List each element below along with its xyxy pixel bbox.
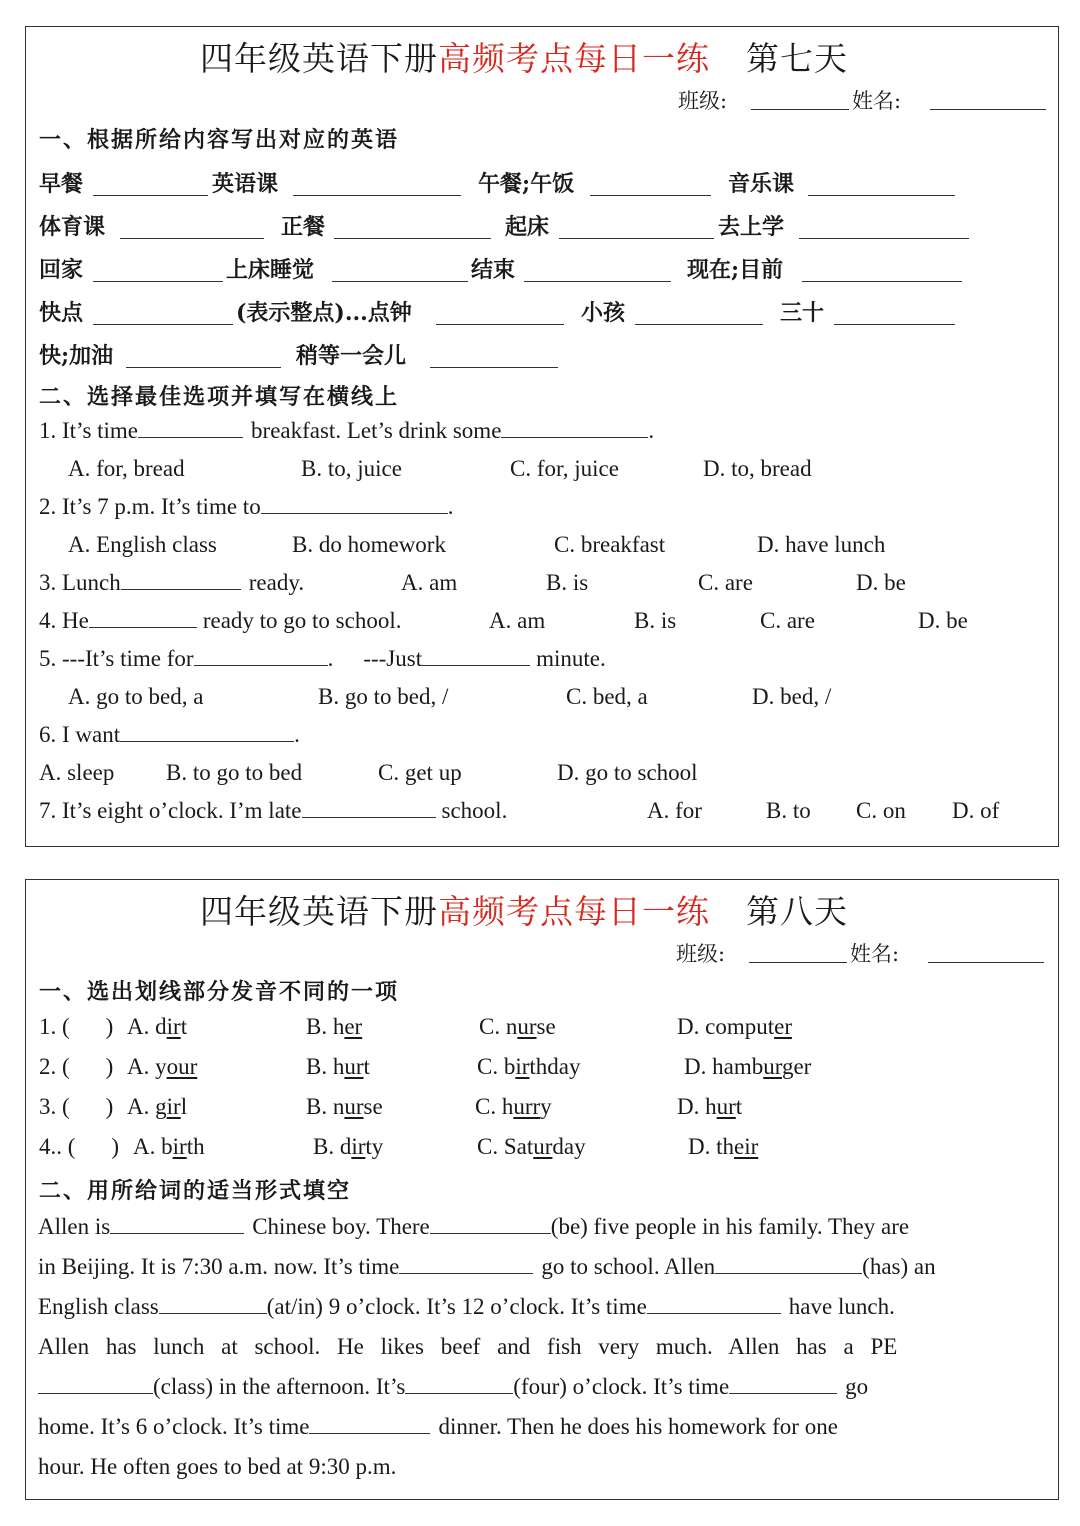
passage-blank[interactable] [159,1312,267,1314]
phonics-number[interactable]: 4.. ( ) [39,1134,120,1159]
q1-text-a: 1. It’s time [39,418,139,443]
q3-option-b[interactable]: B. is [546,570,589,595]
section2-title: 二、选择最佳选项并填写在横线上 [39,384,400,410]
passage-line: home. It’s 6 o’clock. It’s time dinner. Then he does his homework for one [38,1414,838,1439]
phonics-option-d[interactable]: D. their [688,1134,759,1159]
q5-blank-2[interactable] [422,664,530,666]
q1-option-b[interactable]: B. to, juice [301,456,402,481]
section1-title: 一、选出划线部分发音不同的一项 [39,979,400,1005]
title-red: 高频考点每日一练 [438,39,710,78]
word-label: 快点 [39,300,84,326]
q7-option-c[interactable]: C. on [856,798,906,823]
q7-option-a[interactable]: A. for [647,798,702,823]
answer-blank[interactable] [120,238,264,239]
phonics-option-c[interactable]: C. nurse [479,1014,556,1039]
word-label: 午餐;午饭 [478,171,575,197]
word-label: 英语课 [212,171,279,197]
answer-blank[interactable] [93,281,223,282]
answer-blank[interactable] [332,281,468,282]
q6-option-d[interactable]: D. go to school [557,760,698,785]
question-2 [39,494,453,520]
answer-blank[interactable] [334,238,491,239]
q2-text-b: . [447,494,454,519]
word-label: 小孩 [581,300,626,326]
q5-text-c: ---Just [363,646,423,671]
phonics-number[interactable]: 2. ( ) [39,1054,114,1079]
class-field[interactable] [749,962,847,963]
class-field[interactable] [751,109,849,110]
word-label: 早餐 [39,171,84,197]
title-prefix: 四年级英语下册 [200,39,438,78]
q3-blank[interactable] [121,588,241,590]
q2-text-a: 2. It’s 7 p.m. It’s time to [39,494,261,519]
q1-option-a[interactable]: A. for, bread [68,456,185,481]
passage-line: English class (at/in) 9 o’clock. It’s 12 o’clock. It’s time have lunch. [38,1294,895,1319]
q3-option-a[interactable]: A. am [401,570,458,595]
passage-blank[interactable] [430,1232,551,1234]
answer-blank[interactable] [799,238,969,239]
q7-text-b: school. [441,798,508,823]
answer-blank[interactable] [524,281,671,282]
q4-option-d[interactable]: D. be [918,608,968,633]
phonics-option-d[interactable]: D. hamburger [684,1054,812,1079]
section2-title: 二、用所给词的适当形式填空 [39,1178,352,1204]
phonics-option-a[interactable]: A. birth [133,1134,205,1159]
q5-text-a: 5. ---It’s time for [39,646,194,671]
passage-line: in Beijing. It is 7:30 a.m. now. It’s time go to school. Allen (has) an [38,1254,936,1279]
q4-option-a[interactable]: A. am [489,608,546,633]
answer-blank[interactable] [590,195,711,196]
q1-text-b: breakfast. Let’s drink some [251,418,502,443]
word-label: 回家 [39,257,84,283]
q3-text-a: 3. Lunch [39,570,121,595]
class-label: 班级: [678,89,728,113]
q2-option-b[interactable]: B. do homework [292,532,446,557]
worksheet-title [200,886,848,933]
name-label: 姓名: [850,942,900,966]
q6-option-c[interactable]: C. get up [378,760,462,785]
question-4 [39,608,401,634]
question-6 [39,722,300,748]
phonics-option-b[interactable]: B. dirty [313,1134,384,1159]
answer-blank[interactable] [635,324,763,325]
q3-option-c[interactable]: C. are [698,570,753,595]
phonics-option-a[interactable]: A. your [127,1054,198,1079]
answer-blank[interactable] [436,324,564,325]
q1-option-d[interactable]: D. to, bread [703,456,812,481]
name-field[interactable] [928,962,1044,963]
title-day: 第八天 [746,892,848,931]
phonics-option-a[interactable]: A. girl [127,1094,188,1119]
q2-option-d[interactable]: D. have lunch [757,532,886,557]
phonics-option-a[interactable]: A. dirt [127,1014,188,1039]
phonics-option-b[interactable]: B. nurse [306,1094,383,1119]
phonics-number[interactable]: 1. ( ) [39,1014,114,1039]
phonics-option-b[interactable]: B. hurt [306,1054,370,1079]
phonics-option-c[interactable]: C. birthday [477,1054,581,1079]
q2-blank[interactable] [261,512,448,514]
question-1 [39,418,654,444]
q5-option-a[interactable]: A. go to bed, a [68,684,204,709]
word-label: 上床睡觉 [226,257,315,283]
q5-option-d[interactable]: D. bed, / [752,684,832,709]
title-red: 高频考点每日一练 [438,892,710,931]
q5-option-b[interactable]: B. go to bed, / [318,684,449,709]
passage-blank[interactable] [399,1272,533,1274]
q4-text-b: ready to go to school. [202,608,402,633]
q4-option-b[interactable]: B. is [634,608,677,633]
phonics-option-c[interactable]: C. hurry [475,1094,552,1119]
name-label: 姓名: [852,89,902,113]
word-label: 音乐课 [728,171,795,197]
q5-option-c[interactable]: C. bed, a [566,684,648,709]
q3-text-b: ready. [248,570,305,595]
answer-blank[interactable] [834,324,955,325]
q6-text-a: 6. I want [39,722,121,747]
q7-option-b[interactable]: B. to [766,798,811,823]
q5-text-b: . [327,646,334,671]
q1-blank-1[interactable] [138,436,243,438]
answer-blank[interactable] [559,238,714,239]
passage-blank[interactable] [38,1392,153,1394]
q5-blank-1[interactable] [194,664,328,666]
passage-blank[interactable] [110,1232,244,1234]
phonics-number[interactable]: 3. ( ) [39,1094,114,1119]
worksheet-day7 [25,26,1059,847]
word-label: 体育课 [39,214,106,240]
answer-blank[interactable] [430,367,558,368]
phonics-option-b[interactable]: B. her [306,1014,363,1039]
answer-blank[interactable] [93,195,208,196]
answer-blank[interactable] [293,195,461,196]
q7-blank[interactable] [302,816,436,818]
q7-text-a: 7. It’s eight o’clock. I’m late [39,798,302,823]
section1-title: 一、根据所给内容写出对应的英语 [39,127,400,153]
passage-line: Allen has lunch at school. He likes beef and fish very much. Allen has a PE [38,1334,898,1359]
word-label: 三十 [780,300,825,326]
q5-text-d: minute. [536,646,606,671]
worksheet-day8 [25,879,1059,1500]
word-label: 正餐 [281,214,326,240]
passage-blank[interactable] [729,1392,837,1394]
q3-option-d[interactable]: D. be [856,570,906,595]
q1-blank-2[interactable] [501,436,648,438]
passage-blank[interactable] [715,1272,862,1274]
word-label: 结束 [471,257,516,283]
q2-option-c[interactable]: C. breakfast [554,532,666,557]
q7-option-d[interactable]: D. of [952,798,1000,823]
name-field[interactable] [930,109,1046,110]
passage-line: hour. He often goes to bed at 9:30 p.m. [38,1454,397,1479]
q4-text-a: 4. He [39,608,89,633]
word-label: 稍等一会儿 [296,343,407,369]
phonics-option-d[interactable]: D. hurt [677,1094,743,1119]
q4-option-c[interactable]: C. are [760,608,815,633]
passage-line: Allen is Chinese boy. There (be) five people in his family. They are [38,1214,910,1239]
class-label: 班级: [676,942,726,966]
word-label: 去上学 [718,214,785,240]
answer-blank[interactable] [808,195,955,196]
passage-line: (class) in the afternoon. It’s (four) o’clock. It’s time go [38,1374,868,1400]
q6-text-b: . [294,722,300,747]
answer-blank[interactable] [93,324,233,325]
title-prefix: 四年级英语下册 [200,892,438,931]
q2-option-a[interactable]: A. English class [68,532,217,557]
q6-option-a[interactable]: A. sleep [39,760,115,785]
answer-blank[interactable] [802,281,962,282]
q1-text-c: . [648,418,655,443]
question-3 [39,570,304,596]
question-7 [39,798,507,824]
passage-blank[interactable] [647,1312,781,1314]
word-label: (表示整点)...点钟 [236,300,412,326]
answer-blank[interactable] [126,367,281,368]
q6-blank[interactable] [120,740,294,742]
passage-blank[interactable] [309,1432,430,1434]
phonics-option-c[interactable]: C. Saturday [477,1134,586,1159]
q1-option-c[interactable]: C. for, juice [510,456,619,481]
passage-blank[interactable] [405,1392,513,1394]
question-5 [39,646,606,672]
q4-blank[interactable] [89,626,197,628]
phonics-option-d[interactable]: D. computer [677,1014,792,1039]
title-day: 第七天 [746,39,848,78]
word-label: 起床 [505,214,550,240]
worksheet-title [200,33,848,80]
word-label: 快;加油 [39,343,114,369]
word-label: 现在;目前 [687,257,784,283]
q6-option-b[interactable]: B. to go to bed [166,760,303,785]
